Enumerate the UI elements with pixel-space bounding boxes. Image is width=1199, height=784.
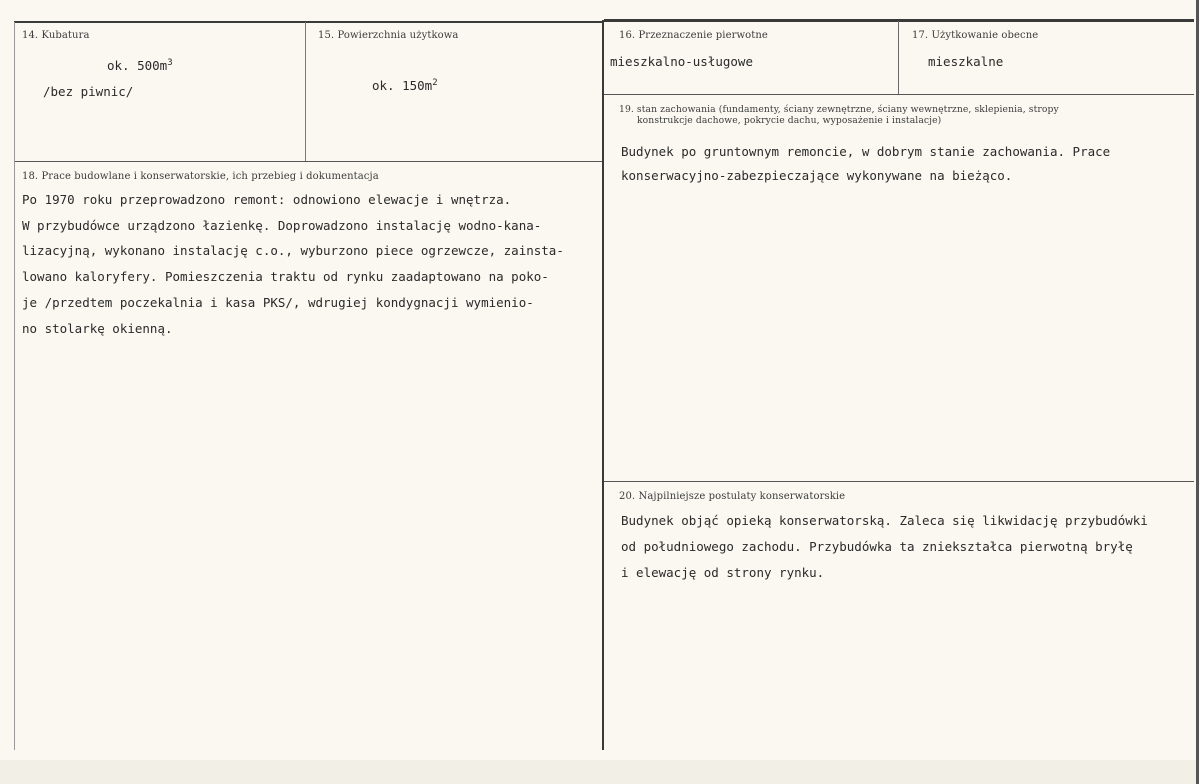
section-18-line: Po 1970 roku przeprowadzono remont: odnowiono elewacje i wnętrza. [22,192,512,207]
section-14-value [107,58,173,73]
section-14-label: 14. Kubatura [22,30,90,41]
top-rule-right [604,19,1194,22]
section-18-line: lowano kaloryfery. Pomieszczenia traktu od rynku zaadaptowano na poko- [22,269,549,284]
section-15-value [372,78,438,93]
section-19-text [621,144,1191,194]
volume-value: ok. 500m [107,58,168,74]
volume-exponent: 3 [167,58,173,68]
section-16-label: 16. Przeznaczenie pierwotne [619,30,768,41]
area-exponent: 2 [432,78,438,88]
rule-above-20 [604,481,1194,482]
left-edge [14,22,15,750]
section-19-line: Budynek po gruntownym remoncie, w dobrym stanie zachowania. Prace [621,144,1111,159]
section-16-value: mieszkalno-usługowe [610,54,753,69]
section-20-line: od południowego zachodu. Przybudówka ta zniekształca pierwotną bryłę [621,539,1133,554]
section-14-note: /bez piwnic/ [43,84,134,99]
section-19-label-2: konstrukcje dachowe, pokrycie dachu, wyposażenie i instalacje) [637,115,942,126]
section-17-value: mieszkalne [928,54,1004,69]
section-20-text [621,513,1195,593]
section-18-line: lizacyjną, wykonano instalację c.o., wyburzono piece ogrzewcze, zainsta- [22,243,564,258]
section-20-label: 20. Najpilniejsze postulaty konserwatorskie [619,491,846,502]
section-18-label: 18. Prace budowlane i konserwatorskie, ich przebieg i dokumentacja [22,171,379,182]
section-18-line: je /przedtem poczekalnia i kasa PKS/, wdrugiej kondygnacji wymienio- [22,295,534,310]
section-19-label-1: 19. stan zachowania (fundamenty, ściany zewnętrzne, ściany wewnętrzne, sklepienia, stropy [619,104,1059,115]
section-15-label: 15. Powierzchnia użytkowa [318,30,459,41]
divider-center [602,20,604,750]
section-20-line: i elewację od strony rynku. [621,565,825,580]
section-17-label: 17. Użytkowanie obecne [912,30,1039,41]
area-value: ok. 150m [372,78,433,94]
section-20-line: Budynek objąć opieką konserwatorską. Zaleca się likwidację przybudówki [621,513,1148,528]
divider-14-15 [305,22,306,161]
section-18-line: no stolarkę okienną. [22,321,173,336]
section-18-line: W przybudówce urządzono łazienkę. Doprowadzono instalację wodno-kana- [22,218,542,233]
rule-above-19 [604,94,1194,95]
top-rule-left [14,21,602,23]
section-19-line: konserwacyjno-zabezpieczające wykonywane na bieżąco. [621,168,1013,183]
section-18-text [22,192,602,352]
divider-16-17 [898,21,899,94]
card-bottom-margin [0,760,1199,784]
rule-above-18 [14,161,602,162]
